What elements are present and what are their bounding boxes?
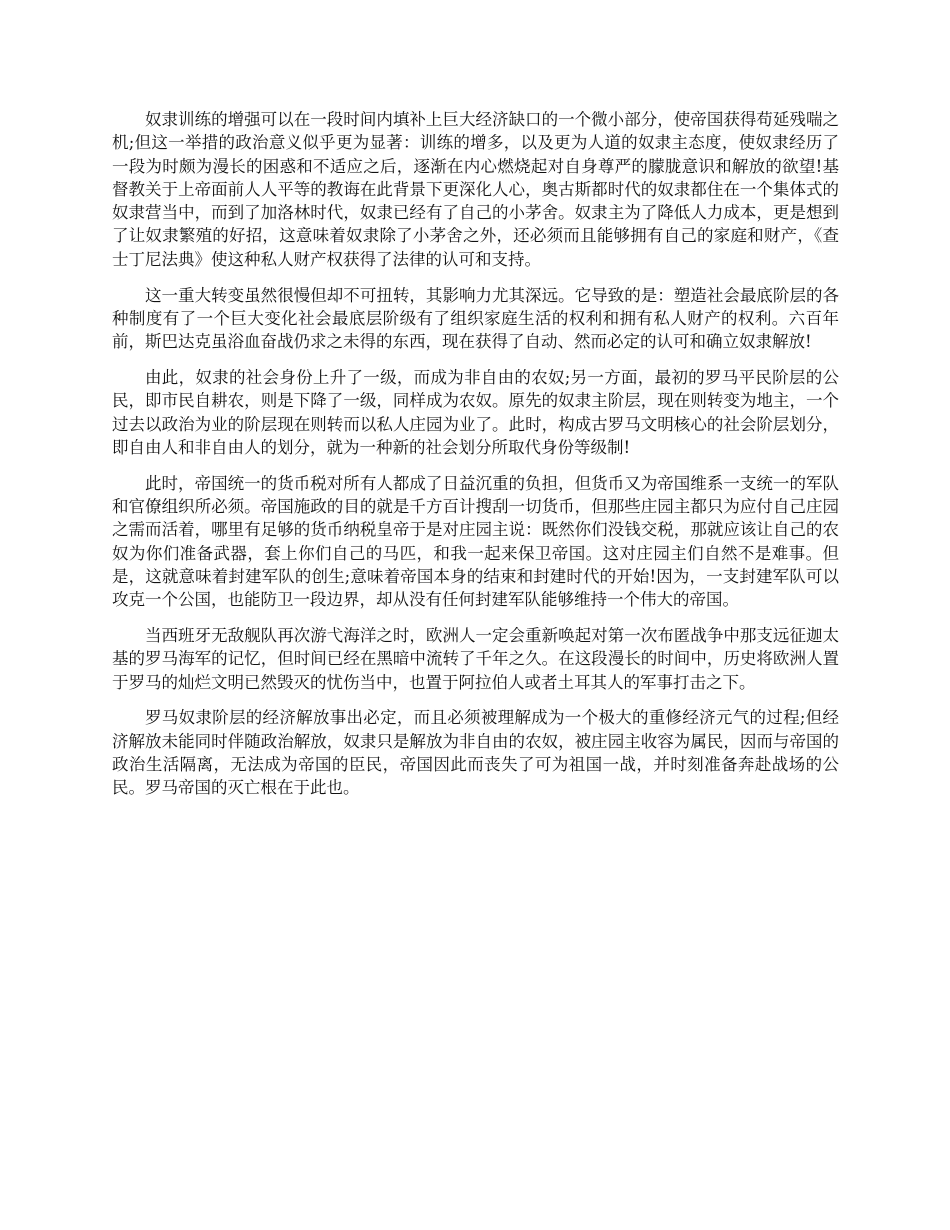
paragraph-5: 当西班牙无敌舰队再次游弋海洋之时，欧洲人一定会重新唤起对第一次布匿战争中那支远征迦太基的罗马海军的记忆，但时间已经在黑暗中流转了千年之久。在这段漫长的时间中，历史将欧洲人置于罗马的灿烂文明已然毁灭的忧伤当中，也置于阿拉伯人或者土耳其人的军事打击之下。	[112, 625, 839, 692]
document-body	[112, 108, 839, 812]
paragraph-6: 罗马奴隶阶层的经济解放事出必定，而且必须被理解成为一个极大的重修经济元气的过程;但经济解放未能同时伴随政治解放，奴隶只是解放为非自由的农奴，被庄园主收容为属民，因而与帝国的政治生活隔离，无法成为帝国的臣民，帝国因此而丧失了可为祖国一战，并时刻准备奔赴战场的公民。罗马帝国的灭亡根在于此也。	[112, 708, 839, 798]
paragraph-1: 奴隶训练的增强可以在一段时间内填补上巨大经济缺口的一个微小部分，使帝国获得苟延残喘之机;但这一举措的政治意义似乎更为显著：训练的增多，以及更为人道的奴隶主态度，使奴隶经历了一段为时颇为漫长的困惑和不适应之后，逐渐在内心燃烧起对自身尊严的朦胧意识和解放的欲望!基督教关于上帝面前人人平等的教诲在此背景下更深化人心，奥古斯都时代的奴隶都住在一个集体式的奴隶营当中，而到了加洛林时代，奴隶已经有了自己的小茅舍。奴隶主为了降低人力成本，更是想到了让奴隶繁殖的好招，这意味着奴隶除了小茅舍之外，还必须而且能够拥有自己的家庭和财产，《查士丁尼法典》使这种私人财产权获得了法律的认可和支持。	[112, 110, 839, 269]
paragraph-4: 此时，帝国统一的货币税对所有人都成了日益沉重的负担，但货币又为帝国维系一支统一的军队和官僚组织所必须。帝国施政的目的就是千方百计搜刮一切货币，但那些庄园主都只为应付自己庄园之需而活着，哪里有足够的货币纳税皇帝于是对庄园主说：既然你们没钱交税，那就应该让自己的农奴为你们准备武器，套上你们自己的马匹，和我一起来保卫帝国。这对庄园主们自然不是难事。但是，这就意味着封建军队的创生;意味着帝国本身的结束和封建时代的开始!因为，一支封建军队可以攻克一个公国，也能防卫一段边界，却从没有任何封建军队能够维持一个伟大的帝国。	[112, 473, 839, 610]
paragraph-2: 这一重大转变虽然很慢但却不可扭转，其影响力尤其深远。它导致的是：塑造社会最底阶层的各种制度有了一个巨大变化社会最底层阶级有了组织家庭生活的权利和拥有私人财产的权利。六百年前，斯巴达克虽浴血奋战仍求之未得的东西，现在获得了自动、然而必定的认可和确立奴隶解放!	[112, 285, 839, 352]
paragraph-3: 由此，奴隶的社会身份上升了一级，而成为非自由的农奴;另一方面，最初的罗马平民阶层的公民，即市民自耕农，则是下降了一级，同样成为农奴。原先的奴隶主阶层，现在则转变为地主，一个过去以政治为业的阶层现在则转而以私人庄园为业了。此时，构成古罗马文明核心的社会阶层划分，即自由人和非自由人的划分，就为一种新的社会划分所取代身份等级制!	[112, 367, 839, 457]
